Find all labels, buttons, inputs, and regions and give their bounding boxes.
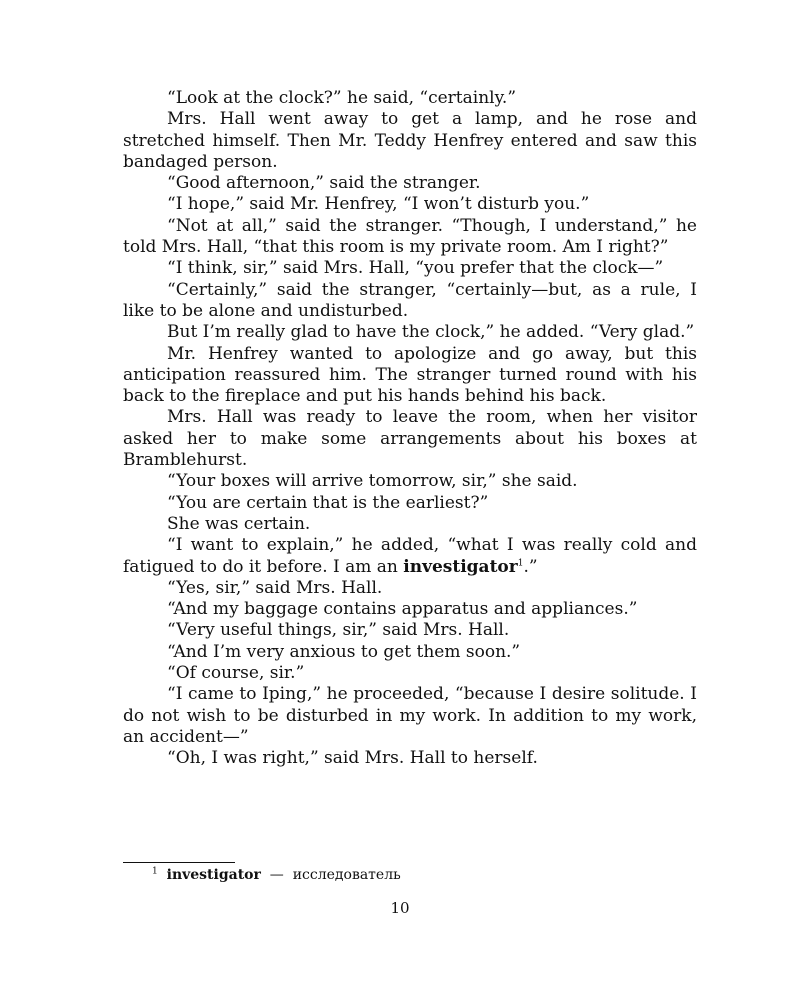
- paragraph: But I’m really glad to have the clock,” he added. “Very glad.”: [167, 322, 695, 343]
- paragraph: “Look at the clock?” he said, “certainly.”: [167, 88, 517, 108]
- footnote-term: investigator: [166, 867, 261, 883]
- investigator-term: investigator: [403, 556, 518, 577]
- paragraph-text-before: “I want to explain,” he added, “what I was really cold and fatigued to do it before. I am an: [123, 535, 697, 577]
- paragraph: “Very useful things, sir,” said Mrs. Hall.: [167, 620, 510, 641]
- paragraph: “Not at all,” said the stranger. “Though, I understand,” he told Mrs. Hall, “that this room is my private room. Am I right?”: [123, 215, 697, 258]
- footnote-divider: [123, 862, 235, 863]
- paragraph: “Good afternoon,” said the stranger.: [167, 173, 481, 194]
- paragraph: She was certain.: [167, 513, 311, 534]
- paragraph: “I hope,” said Mr. Henfrey, “I won’t disturb you.”: [167, 194, 590, 215]
- paragraph: Mr. Henfrey wanted to apologize and go away, but this anticipation reassured him. The stranger turned round with his back to the fireplace and put his hands behind his back.: [123, 343, 697, 407]
- paragraph: “Certainly,” said the stranger, “certainly—but, as a rule, I like to be alone and undisturbed.: [123, 279, 697, 321]
- paragraph: “Oh, I was right,” said Mrs. Hall to herself.: [167, 748, 538, 769]
- page-number: 10: [390, 899, 410, 917]
- paragraph-text-after: .”: [523, 556, 538, 577]
- paragraph: “You are certain that is the earliest?”: [167, 492, 489, 513]
- paragraph: “Yes, sir,” said Mrs. Hall.: [167, 577, 383, 598]
- page-body: [123, 88, 697, 770]
- paragraph: “Of course, sir.”: [167, 663, 305, 684]
- paragraph-investigator: [123, 535, 697, 578]
- paragraph: “And my baggage contains apparatus and appliances.”: [167, 599, 638, 620]
- paragraph: “I think, sir,” said Mrs. Hall, “you prefer that the clock—”: [167, 258, 664, 279]
- paragraph: Mrs. Hall was ready to leave the room, when her visitor asked her to make some arrangements about his boxes at Bramblehurst.: [123, 407, 697, 471]
- paragraph: “I came to Iping,” he proceeded, “because I desire solitude. I do not wish to be disturbed in my work. In addition to my work, an accident—”: [123, 684, 697, 747]
- paragraph: “Your boxes will arrive tomorrow, sir,” she said.: [167, 471, 578, 492]
- footnote: [152, 867, 401, 883]
- footnote-translation: исследователь: [292, 867, 401, 883]
- paragraph: Mrs. Hall went away to get a lamp, and he rose and stretched himself. Then Mr. Teddy Henfrey entered and saw this bandaged person.: [123, 109, 697, 172]
- paragraph: “And I’m very anxious to get them soon.”: [167, 641, 521, 662]
- footnote-reference[interactable]: 1: [517, 557, 524, 568]
- footnote-mark: 1: [152, 866, 158, 877]
- footnote-separator: —: [269, 867, 284, 883]
